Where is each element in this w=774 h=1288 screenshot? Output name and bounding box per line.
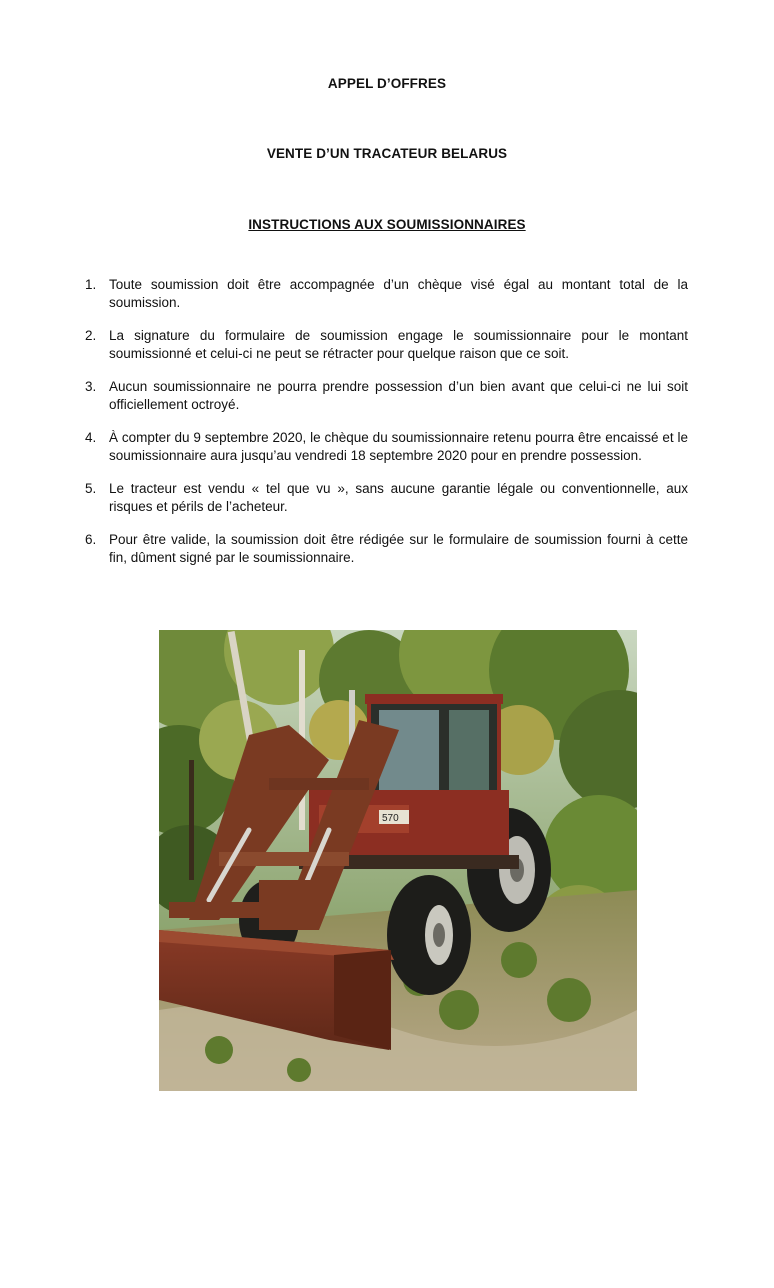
instructions-list — [84, 276, 688, 582]
tractor-photo — [159, 630, 637, 1091]
instruction-number: 2. — [85, 328, 97, 343]
instruction-number: 3. — [85, 379, 97, 394]
instruction-item — [84, 276, 688, 311]
instruction-number: 1. — [85, 277, 97, 292]
document-title: APPEL D’OFFRES — [327, 76, 447, 91]
tractor-photo-illustration — [159, 630, 637, 1091]
instruction-text: La signature du formulaire de soumission engage le soumissionnaire pour le montant soumissionné et celui-ci ne peut se rétracter pour quelque raison que ce soit. — [109, 328, 688, 361]
instruction-item — [84, 327, 688, 362]
instruction-item — [84, 429, 688, 464]
instruction-text: Pour être valide, la soumission doit être rédigée sur le formulaire de soumission fourni à cette fin, dûment signé par le soumissionnaire. — [109, 532, 688, 565]
instruction-item — [84, 480, 688, 515]
instruction-text: Aucun soumissionnaire ne pourra prendre possession d’un bien avant que celui-ci ne lui soit officiellement octroyé. — [109, 379, 688, 412]
instruction-number: 5. — [85, 481, 97, 496]
document-subtitle: VENTE D’UN TRACATEUR BELARUS — [266, 146, 508, 161]
instruction-number: 6. — [85, 532, 97, 547]
cab-label: 570 — [382, 813, 399, 824]
front-wheel-right — [387, 875, 471, 995]
instruction-item — [84, 378, 688, 413]
section-heading: INSTRUCTIONS AUX SOUMISSIONNAIRES — [248, 217, 526, 232]
instruction-text: Le tracteur est vendu « tel que vu », sans aucune garantie légale ou conventionnelle, aux risques et périls de l’acheteur. — [109, 481, 688, 514]
instruction-text: À compter du 9 septembre 2020, le chèque du soumissionnaire retenu pourra être encaissé et le soumissionnaire aura jusqu’au vendredi 18 septembre 2020 pour en prendre possession. — [109, 430, 688, 463]
instruction-text: Toute soumission doit être accompagnée d’un chèque visé égal au montant total de la soumission. — [109, 277, 688, 310]
instruction-number: 4. — [85, 430, 97, 445]
instruction-item — [84, 531, 688, 566]
